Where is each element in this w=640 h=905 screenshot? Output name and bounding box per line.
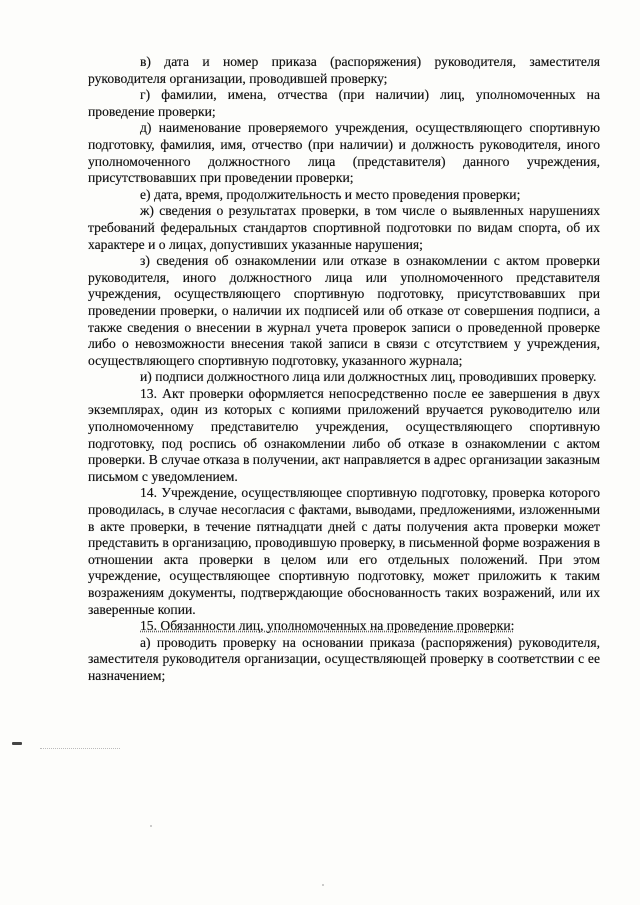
section-heading-15: 15. Обязанности лиц, уполномоченных на проведение проверки: xyxy=(140,618,515,634)
paragraph-clause-13: 13. Акт проверки оформляется непосредственно после ее завершения в двух экземплярах, один из которых с копиями приложений вручается руководителю или уполномоченному представителю учреждения, осуществляющего спортивную подготовку, под роспись об ознакомлении либо об отказе в ознакомлении с актом проверки. В случае отказа в получении, акт направляется в адрес организации заказным письмом с уведомлением. xyxy=(88,385,600,484)
document-page xyxy=(88,54,600,685)
scan-speck xyxy=(150,825,152,827)
scan-artifact-mark xyxy=(12,742,22,745)
paragraph-item-g: г) фамилии, имена, отчества (при наличии) лиц, уполномоченных на проведение проверки; xyxy=(88,87,600,119)
paragraph-item-i: и) подписи должностного лица или должностных лиц, проводивших проверку. xyxy=(140,369,597,385)
paragraph-item-z: з) сведения об ознакомлении или отказе в ознакомлении с актом проверки руководителя, иного должностного лица или уполномоченного представителя учреждения, осуществляющего спортивную подготовку, присутствовавших при проведении проверки, о наличии их подписей или об отказе от совершения подписи, а также сведения о внесении в журнал учета проверок записи о проведенной проверке либо о невозможности внесения такой записи в связи с отсутствием у учреждения, осуществляющего спортивную подготовку, указанного журнала; xyxy=(88,253,600,368)
paragraph-item-d: д) наименование проверяемого учреждения, осуществляющего спортивную подготовку, фамилия, имя, отчество (при наличии) и должность руководителя, иного уполномоченного должностного лица (представителя) данного учреждения, присутствовавших при проведении проверки; xyxy=(88,120,600,186)
paragraph-clause-14: 14. Учреждение, осуществляющее спортивную подготовку, проверка которого проводилась, в случае несогласия с фактами, выводами, предложениями, изложенными в акте проверки, в течение пятнадцати дней с даты получения акта проверки может представить в организацию, проводившую проверку, в письменной форме возражения в отношении акта проверки в целом или его отдельных положений. При этом учреждение, осуществляющее спортивную подготовку, может приложить к таким возражениям документы, подтверждающие обоснованность таких возражений, или их заверенные копии. xyxy=(88,485,600,617)
paragraph-item-v: в) дата и номер приказа (распоряжения) руководителя, заместителя руководителя организации, проводившей проверку; xyxy=(88,54,600,86)
paragraph-item-a: а) проводить проверку на основании приказа (распоряжения) руководителя, заместителя руководителя организации, осуществляющей проверку в соответствии с ее назначением; xyxy=(88,634,600,683)
paragraph-item-e: е) дата, время, продолжительность и место проведения проверки; xyxy=(140,186,521,202)
scan-artifact-dots xyxy=(40,748,120,749)
scan-speck xyxy=(322,884,324,886)
paragraph-item-zh: ж) сведения о результатах проверки, в том числе о выявленных нарушениях требований федеральных стандартов спортивной подготовки по видам спорта, об их характере и о лицах, допустивших указанные нарушения; xyxy=(88,203,600,252)
